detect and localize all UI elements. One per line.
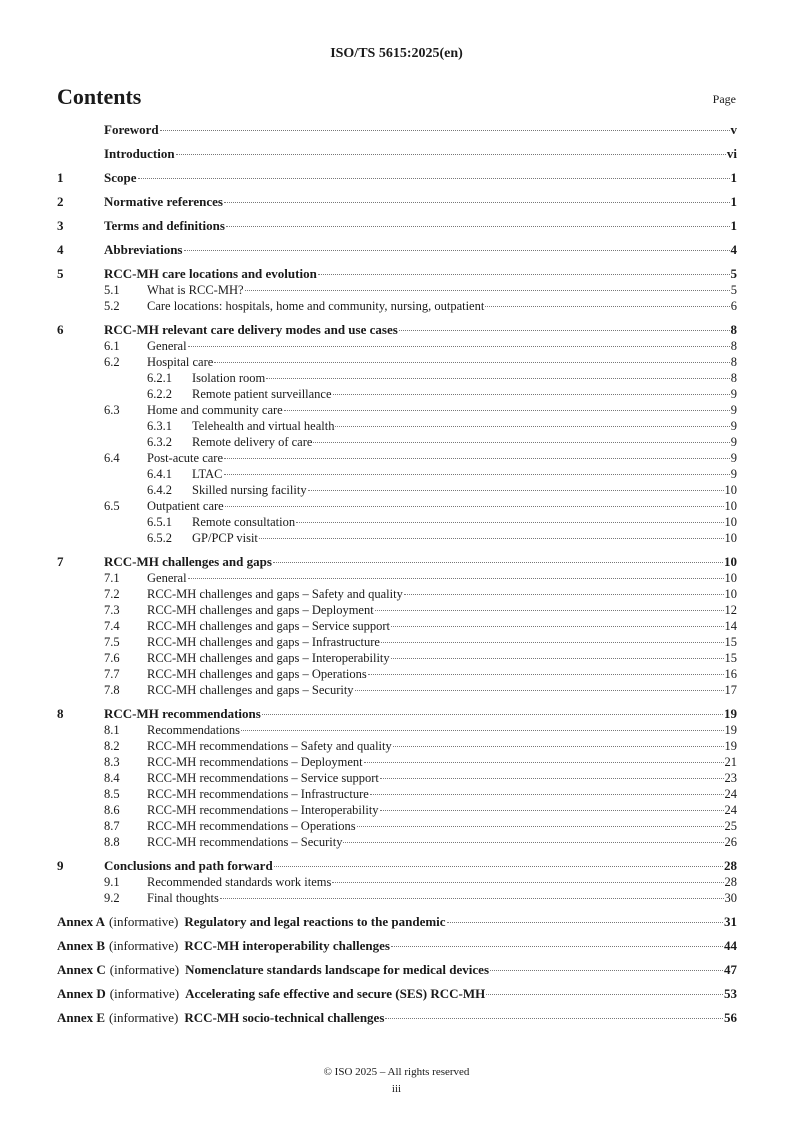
toc-entry-number: 7.7: [104, 667, 120, 681]
dot-leader: [138, 178, 730, 179]
toc-entry-title[interactable]: Telehealth and virtual health: [192, 419, 335, 433]
toc-entry[interactable]: [57, 554, 737, 570]
toc-entry-page: 5: [730, 283, 737, 297]
toc-entry[interactable]: [57, 618, 737, 634]
toc-entry-number: 9.2: [104, 891, 120, 905]
dot-leader: [332, 882, 723, 883]
toc-entry-title[interactable]: RCC-MH recommendations – Infrastructure: [147, 787, 369, 801]
toc-entry-page: 53: [724, 986, 737, 1001]
toc-entry-page: 4: [730, 242, 737, 257]
toc-entry-page: 8: [730, 322, 737, 337]
toc-entry-number: 6.5.1: [147, 515, 172, 529]
toc-entry[interactable]: [57, 218, 737, 234]
toc-annex-heading[interactable]: [57, 1010, 384, 1026]
toc-entry-page: 23: [724, 771, 737, 785]
toc-entry-number: 6.4.1: [147, 467, 172, 481]
toc-annex-entry[interactable]: [57, 938, 737, 954]
toc-entry-title[interactable]: RCC-MH challenges and gaps – Security: [147, 683, 354, 697]
toc-entry-title[interactable]: Hospital care: [147, 355, 214, 369]
toc-entry-page: 16: [724, 667, 737, 681]
dot-leader: [214, 362, 729, 363]
toc-entry[interactable]: [57, 434, 737, 450]
toc-entry-title[interactable]: What is RCC-MH?: [147, 283, 244, 297]
toc-entry[interactable]: [57, 282, 737, 298]
annex-informative-note: (informative): [109, 1010, 179, 1025]
toc-entry-title[interactable]: Skilled nursing facility: [192, 483, 307, 497]
toc-annex-entry[interactable]: [57, 962, 737, 978]
toc-entry-title[interactable]: RCC-MH recommendations: [104, 706, 261, 721]
toc-entry[interactable]: [57, 858, 737, 874]
toc-entry-page: 8: [730, 355, 737, 369]
toc-entry-number: 6.4.2: [147, 483, 172, 497]
document-header: ISO/TS 5615:2025(en): [330, 46, 463, 61]
toc-entry-page: 9: [730, 387, 737, 401]
toc-entry[interactable]: [57, 242, 737, 258]
dot-leader: [335, 426, 729, 427]
toc-entry[interactable]: [57, 634, 737, 650]
toc-entry[interactable]: [57, 170, 737, 186]
dot-leader: [313, 442, 729, 443]
toc-entry-title[interactable]: Conclusions and path forward: [104, 858, 273, 873]
toc-entry-title[interactable]: RCC-MH recommendations – Operations: [147, 819, 356, 833]
toc-annex-entry[interactable]: [57, 1010, 737, 1026]
toc-entry-number: 5: [57, 266, 64, 281]
toc-entry-number: 7: [57, 554, 64, 569]
annex-label: Annex B: [57, 938, 106, 953]
toc-entry-number: 9: [57, 858, 64, 873]
toc-annex-heading[interactable]: [57, 986, 485, 1002]
toc-entry-page: 47: [724, 962, 737, 977]
toc-entry-title[interactable]: RCC-MH challenges and gaps – Safety and quality: [147, 587, 403, 601]
dot-leader: [393, 746, 724, 747]
toc-entry-title[interactable]: Introduction: [104, 146, 175, 161]
toc-entry-page: 21: [724, 755, 737, 769]
toc-entry[interactable]: [57, 266, 737, 282]
toc-entry-title[interactable]: Recommended standards work items: [147, 875, 332, 889]
toc-entry-number: 6.3.2: [147, 435, 172, 449]
toc-entry-title[interactable]: LTAC: [192, 467, 223, 481]
toc-entry-number: 3: [57, 218, 64, 233]
dot-leader: [333, 394, 730, 395]
dot-leader: [364, 762, 724, 763]
toc-entry[interactable]: [57, 754, 737, 770]
toc-entry-number: 8.3: [104, 755, 120, 769]
toc-entry-page: 6: [730, 299, 737, 313]
toc-entry[interactable]: [57, 386, 737, 402]
dot-leader: [343, 842, 723, 843]
toc-entry[interactable]: [57, 602, 737, 618]
toc-entry-page: 9: [730, 435, 737, 449]
toc-entry-title[interactable]: Normative references: [104, 194, 223, 209]
toc-entry[interactable]: [57, 194, 737, 210]
dot-leader: [391, 626, 723, 627]
dot-leader: [266, 378, 729, 379]
annex-label: Annex D: [57, 986, 106, 1001]
toc-entry-number: 7.5: [104, 635, 120, 649]
toc-entry-page: 9: [730, 451, 737, 465]
dot-leader: [245, 290, 730, 291]
toc-entry[interactable]: [57, 570, 737, 586]
dot-leader: [226, 226, 730, 227]
annex-label: Annex C: [57, 962, 106, 977]
toc-entry-number: 6.2: [104, 355, 120, 369]
toc-entry[interactable]: [57, 370, 737, 386]
toc-entry-page: 30: [724, 891, 737, 905]
toc-entry[interactable]: [57, 146, 737, 162]
toc-entry[interactable]: [57, 722, 737, 738]
toc-entry-number: 8.7: [104, 819, 120, 833]
toc-entry-number: 6.3: [104, 403, 120, 417]
toc-entry-title[interactable]: Terms and definitions: [104, 218, 225, 233]
toc-entry-number: 7.8: [104, 683, 120, 697]
toc-entry-number: 7.4: [104, 619, 120, 633]
toc-annex-heading[interactable]: [57, 914, 446, 930]
toc-entry-number: 8.1: [104, 723, 120, 737]
dot-leader: [284, 410, 730, 411]
toc-entry-number: 9.1: [104, 875, 120, 889]
toc-entry-page: 24: [724, 787, 737, 801]
toc-entry-page: 1: [730, 218, 737, 233]
toc-entry-page: 10: [724, 587, 737, 601]
toc-entry-page: vi: [726, 146, 737, 161]
toc-entry-page: 9: [730, 467, 737, 481]
toc-entry[interactable]: [57, 122, 737, 138]
toc-entry-page: 31: [724, 914, 737, 929]
dot-leader: [274, 866, 723, 867]
toc-entry-title[interactable]: GP/PCP visit: [192, 531, 258, 545]
toc-entry-title[interactable]: Care locations: hospitals, home and community, nursing, outpatient: [147, 299, 485, 313]
dot-leader: [486, 994, 723, 995]
toc-entry[interactable]: [57, 682, 737, 698]
toc-entry-number: 8.2: [104, 739, 120, 753]
toc-entry-number: 6.3.1: [147, 419, 172, 433]
toc-entry-page: 10: [724, 515, 737, 529]
toc-entry-page: 10: [724, 571, 737, 585]
toc-entry-title[interactable]: RCC-MH challenges and gaps – Operations: [147, 667, 367, 681]
dot-leader: [391, 658, 724, 659]
toc-entry-page: 28: [724, 875, 737, 889]
toc-entry-number: 8: [57, 706, 64, 721]
toc-entry-page: v: [730, 122, 737, 137]
toc-entry[interactable]: [57, 418, 737, 434]
dot-leader: [160, 130, 730, 131]
toc-entry-page: 56: [724, 1010, 737, 1025]
toc-entry[interactable]: [57, 650, 737, 666]
toc-entry-number: 4: [57, 242, 64, 257]
toc-entry[interactable]: [57, 402, 737, 418]
copyright-footer: © ISO 2025 – All rights reserved: [323, 1066, 470, 1078]
dot-leader: [188, 578, 724, 579]
dot-leader: [399, 330, 730, 331]
toc-entry-title[interactable]: RCC-MH challenges and gaps: [104, 554, 272, 569]
toc-entry-number: 7.1: [104, 571, 120, 585]
dot-leader: [273, 562, 723, 563]
toc-entry-page: 19: [724, 739, 737, 753]
toc-entry[interactable]: [57, 738, 737, 754]
toc-entry[interactable]: [57, 586, 737, 602]
toc-entry-number: 5.2: [104, 299, 120, 313]
dot-leader: [380, 810, 724, 811]
toc-entry[interactable]: [57, 482, 737, 498]
toc-entry-title[interactable]: RCC-MH challenges and gaps – Deployment: [147, 603, 374, 617]
dot-leader: [224, 202, 730, 203]
dot-leader: [296, 522, 723, 523]
toc-entry[interactable]: [57, 770, 737, 786]
toc-entry-title[interactable]: Post-acute care: [147, 451, 224, 465]
toc-entry-number: 1: [57, 170, 64, 185]
page-column-label: Page: [712, 92, 736, 106]
toc-entry-title[interactable]: Foreword: [104, 122, 159, 137]
dot-leader: [188, 346, 730, 347]
annex-informative-note: (informative): [109, 914, 179, 929]
toc-entry-title[interactable]: RCC-MH recommendations – Safety and quality: [147, 739, 392, 753]
dot-leader: [375, 610, 724, 611]
dot-leader: [370, 794, 724, 795]
dot-leader: [490, 970, 723, 971]
annex-label: Annex A: [57, 914, 106, 929]
toc-entry[interactable]: [57, 666, 737, 682]
toc-entry-number: 8.4: [104, 771, 120, 785]
toc-entry-page: 28: [724, 858, 737, 873]
annex-label: Annex E: [57, 1010, 106, 1025]
toc-entry[interactable]: [57, 706, 737, 722]
dot-leader: [184, 250, 730, 251]
toc-entry-page: 44: [724, 938, 737, 953]
dot-leader: [381, 642, 724, 643]
toc-entry-number: 7.6: [104, 651, 120, 665]
toc-entry[interactable]: [57, 298, 737, 314]
toc-entry[interactable]: [57, 890, 737, 906]
toc-entry[interactable]: [57, 514, 737, 530]
toc-entry-title[interactable]: Recommendations: [147, 723, 241, 737]
toc-entry-title[interactable]: Isolation room: [192, 371, 266, 385]
dot-leader: [368, 674, 724, 675]
toc-entry-number: 6.5: [104, 499, 120, 513]
toc-entry-title[interactable]: RCC-MH relevant care delivery modes and use cases: [104, 322, 398, 337]
toc-entry-number: 7.3: [104, 603, 120, 617]
toc-entry-title[interactable]: RCC-MH recommendations – Interoperability: [147, 803, 379, 817]
toc-entry-page: 15: [724, 651, 737, 665]
page-title: Contents: [57, 84, 142, 109]
toc-entry-page: 10: [724, 499, 737, 513]
toc-entry-page: 1: [730, 170, 737, 185]
annex-informative-note: (informative): [109, 962, 180, 977]
toc-entry-title[interactable]: Scope: [104, 170, 137, 185]
toc-entry-number: 8.8: [104, 835, 120, 849]
toc-entry-page: 9: [730, 403, 737, 417]
toc-entry[interactable]: [57, 530, 737, 546]
toc-entry-title[interactable]: RCC-MH challenges and gaps – Interoperability: [147, 651, 390, 665]
dot-leader: [318, 274, 730, 275]
toc-entry[interactable]: [57, 354, 737, 370]
annex-title: Nomenclature standards landscape for medical devices: [185, 962, 489, 977]
toc-annex-entry[interactable]: [57, 914, 737, 930]
toc-entry-number: 6.4: [104, 451, 120, 465]
toc-entry-number: 8.5: [104, 787, 120, 801]
dot-leader: [447, 922, 723, 923]
toc-entry-page: 8: [730, 339, 737, 353]
toc-entry[interactable]: [57, 466, 737, 482]
toc-entry-title[interactable]: RCC-MH care locations and evolution: [104, 266, 317, 281]
dot-leader: [262, 714, 723, 715]
toc-entry-page: 26: [724, 835, 737, 849]
annex-title: Accelerating safe effective and secure (SES) RCC-MH: [185, 986, 486, 1001]
dot-leader: [380, 778, 724, 779]
toc-entry-page: 5: [730, 266, 737, 281]
toc-entry-title[interactable]: Remote delivery of care: [192, 435, 313, 449]
toc-entry-page: 10: [724, 531, 737, 545]
dot-leader: [385, 1018, 723, 1019]
dot-leader: [404, 594, 724, 595]
toc-annex-heading[interactable]: [57, 962, 489, 978]
toc-entry-page: 19: [724, 706, 737, 721]
toc-entry-page: 25: [724, 819, 737, 833]
toc-entry-number: 6.2.1: [147, 371, 172, 385]
dot-leader: [176, 154, 726, 155]
toc-entry-title[interactable]: RCC-MH challenges and gaps – Infrastructure: [147, 635, 380, 649]
annex-title: Regulatory and legal reactions to the pandemic: [184, 914, 446, 929]
toc-entry[interactable]: [57, 834, 737, 850]
dot-leader: [220, 898, 724, 899]
toc-entry-page: 10: [724, 483, 737, 497]
dot-leader: [357, 826, 724, 827]
toc-entry-page: 1: [730, 194, 737, 209]
toc-entry-title[interactable]: General: [147, 571, 187, 585]
dot-leader: [224, 474, 730, 475]
toc-entry-page: 9: [730, 419, 737, 433]
dot-leader: [485, 306, 729, 307]
toc-entry-page: 8: [730, 371, 737, 385]
toc-entry-title[interactable]: RCC-MH challenges and gaps – Service support: [147, 619, 391, 633]
toc-entry-title[interactable]: Remote consultation: [192, 515, 296, 529]
toc-entry[interactable]: [57, 322, 737, 338]
toc-entry[interactable]: [57, 786, 737, 802]
toc-entry[interactable]: [57, 818, 737, 834]
table-of-contents: [57, 122, 737, 1026]
toc-entry-page: 15: [724, 635, 737, 649]
dot-leader: [391, 946, 723, 947]
toc-entry-number: 6.2.2: [147, 387, 172, 401]
toc-entry-number: 7.2: [104, 587, 120, 601]
toc-entry-page: 14: [724, 619, 737, 633]
annex-title: RCC-MH socio-technical challenges: [184, 1010, 385, 1025]
toc-entry[interactable]: [57, 874, 737, 890]
toc-entry-number: 5.1: [104, 283, 120, 297]
dot-leader: [241, 730, 723, 731]
toc-entry[interactable]: [57, 338, 737, 354]
toc-annex-heading[interactable]: [57, 938, 390, 954]
toc-entry-page: 12: [724, 603, 737, 617]
toc-entry-title[interactable]: Remote patient surveillance: [192, 387, 332, 401]
dot-leader: [225, 506, 724, 507]
dot-leader: [355, 690, 724, 691]
toc-entry-number: 6.5.2: [147, 531, 172, 545]
toc-entry-title[interactable]: RCC-MH recommendations – Service support: [147, 771, 379, 785]
toc-entry-title[interactable]: RCC-MH recommendations – Security: [147, 835, 343, 849]
toc-entry-number: 8.6: [104, 803, 120, 817]
toc-entry[interactable]: [57, 450, 737, 466]
page-number: iii: [391, 1083, 402, 1095]
toc-entry-title[interactable]: Abbreviations: [104, 242, 183, 257]
toc-entry-page: 19: [724, 723, 737, 737]
toc-entry[interactable]: [57, 802, 737, 818]
toc-entry-title[interactable]: Home and community care: [147, 403, 283, 417]
toc-entry-title[interactable]: Outpatient care: [147, 499, 224, 513]
toc-entry-page: 24: [724, 803, 737, 817]
toc-entry-page: 17: [724, 683, 737, 697]
dot-leader: [308, 490, 724, 491]
toc-entry-title[interactable]: RCC-MH recommendations – Deployment: [147, 755, 363, 769]
toc-entry-title[interactable]: General: [147, 339, 187, 353]
toc-annex-entry[interactable]: [57, 986, 737, 1002]
dot-leader: [224, 458, 730, 459]
annex-informative-note: (informative): [109, 938, 179, 953]
annex-title: RCC-MH interoperability challenges: [184, 938, 390, 953]
toc-entry-number: 6: [57, 322, 64, 337]
toc-entry-title[interactable]: Final thoughts: [147, 891, 219, 905]
dot-leader: [259, 538, 724, 539]
toc-entry-page: 10: [724, 554, 737, 569]
toc-entry-number: 6.1: [104, 339, 120, 353]
toc-entry[interactable]: [57, 498, 737, 514]
annex-informative-note: (informative): [109, 986, 180, 1001]
toc-entry-number: 2: [57, 194, 64, 209]
